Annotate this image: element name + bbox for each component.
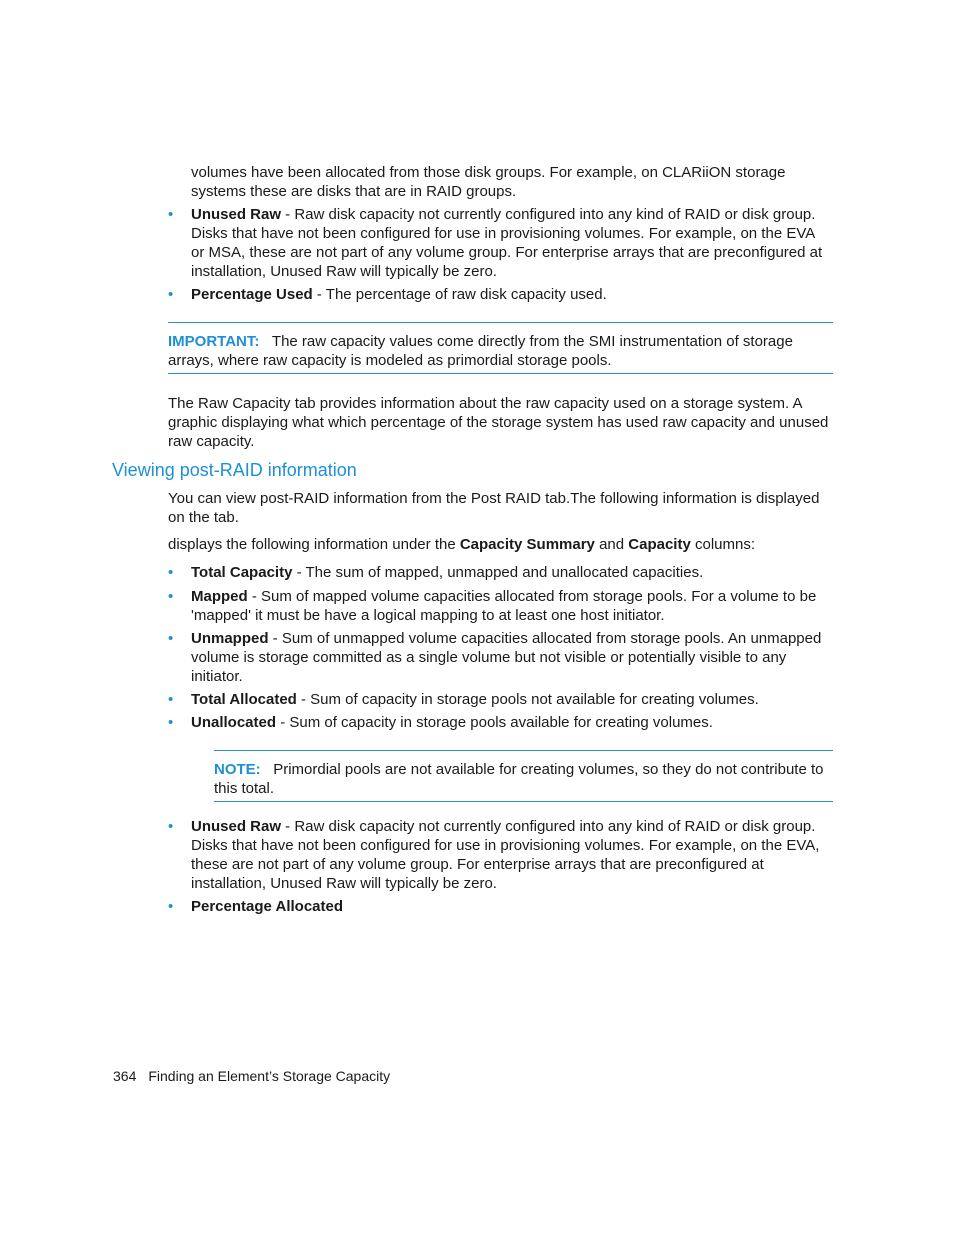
bullet-term: Total Capacity (191, 564, 293, 581)
page-footer (113, 1067, 390, 1085)
bullet-term: Unused Raw (191, 206, 282, 223)
note-bottom-rule (214, 801, 833, 802)
raw-capacity-paragraph: The Raw Capacity tab provides information about the raw capacity used on a storage system. A graphic displaying what which percentage of the storage system has used raw capacity and unused raw capacity. (168, 395, 829, 450)
note-top-rule (214, 750, 833, 751)
important-top-rule (168, 322, 833, 323)
bullet-term: Total Allocated (191, 691, 297, 708)
bullet-text: - Raw disk capacity not currently configured into any kind of RAID or disk group. Disks that have not been configured for use in provisioning volumes. For example, on the EVA or MSA, these are not part of any volume group. For enterprise arrays that are preconfigured at installation, Unused Raw will typically be zero. (191, 206, 823, 280)
bullet-text: - Sum of capacity in storage pools available for creating volumes. (276, 714, 713, 731)
bullet-dot-icon: • (168, 286, 174, 303)
bullet-text: - Sum of mapped volume capacities allocated from storage pools. For a volume to be 'mapped' it must be have a logical mapping to at least one host initiator. (191, 588, 817, 624)
bullet-text: - The percentage of raw disk capacity used. (312, 286, 607, 303)
note-label: NOTE: (214, 761, 261, 778)
bullet-dot-icon: • (168, 714, 174, 731)
bullet-text: - Sum of unmapped volume capacities allocated from storage pools. An unmapped volume is storage committed as a single volume but not visible or potentially visible to any initiator. (191, 630, 822, 685)
bullet-dot-icon: • (168, 818, 174, 835)
important-text: The raw capacity values come directly from the SMI instrumentation of storage arrays, where raw capacity is modeled as primordial storage pools. (168, 333, 793, 369)
displays-paragraph: displays the following information under the Capacity Summary and Capacity columns: (168, 536, 756, 553)
bullet-dot-icon: • (168, 630, 174, 647)
capacity-term: Capacity (628, 536, 691, 553)
page-number: 364 (113, 1068, 137, 1084)
bullet-dot-icon: • (168, 691, 174, 708)
important-label: IMPORTANT: (168, 333, 260, 350)
footer-section-title: Finding an Element’s Storage Capacity (148, 1068, 391, 1084)
bullet-term: Mapped (191, 588, 248, 605)
bullet-dot-icon: • (168, 206, 174, 223)
intro-continuation: volumes have been allocated from those disk groups. For example, on CLARiiON storage systems these are disks that are in RAID groups. (191, 164, 786, 200)
bullet-term: Unallocated (191, 714, 277, 731)
bullet-dot-icon: • (168, 564, 174, 581)
bullet-term: Percentage Used (191, 286, 313, 303)
bullet-term: Unmapped (191, 630, 269, 647)
bullet-text: - Sum of capacity in storage pools not available for creating volumes. (296, 691, 759, 708)
bullet-term: Percentage Allocated (191, 898, 343, 915)
important-callout (168, 332, 833, 370)
bullet-text: - The sum of mapped, unmapped and unallocated capacities. (292, 564, 704, 581)
capacity-summary-term: Capacity Summary (459, 536, 595, 553)
bullet-dot-icon: • (168, 588, 174, 605)
note-callout (214, 760, 833, 798)
important-bottom-rule (168, 373, 833, 374)
bullet-term: Unused Raw (191, 818, 282, 835)
bullet-text: - Raw disk capacity not currently configured into any kind of RAID or disk group. Disks that have not been configured for use in provisioning volumes. For example, on the EVA, these are not part of any volume group. For enterprise arrays that are preconfigured at installation, Unused Raw will typically be zero. (191, 818, 820, 892)
note-text: Primordial pools are not available for creating volumes, so they do not contribute to this total. (214, 761, 824, 797)
post-raid-paragraph: You can view post-RAID information from the Post RAID tab.The following information is displayed on the tab. (168, 490, 820, 526)
bullet-dot-icon: • (168, 898, 174, 915)
section-heading: Viewing post-RAID information (112, 460, 357, 480)
